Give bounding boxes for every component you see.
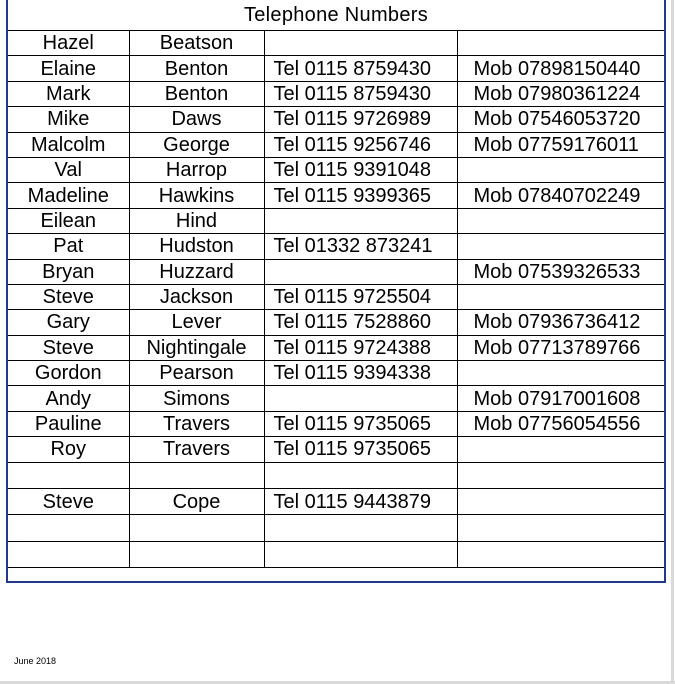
first-name-cell <box>8 541 129 568</box>
first-name-cell: Gary <box>8 310 129 335</box>
phone-table <box>8 30 664 568</box>
last-name-cell: Benton <box>129 56 264 81</box>
last-name-cell <box>129 514 264 541</box>
last-name-cell: Cope <box>129 489 264 514</box>
first-name-cell: Andy <box>8 386 129 411</box>
first-name-cell: Hazel <box>8 31 129 56</box>
first-name-cell: Madeline <box>8 183 129 208</box>
telephone-cell: Tel 01332 873241 <box>264 234 457 259</box>
table-row <box>8 411 664 436</box>
telephone-sheet <box>6 0 666 583</box>
mobile-cell <box>457 437 664 462</box>
mobile-cell: Mob 07936736412 <box>457 310 664 335</box>
first-name-cell <box>8 462 129 489</box>
telephone-cell: Tel 0115 9724388 <box>264 335 457 360</box>
telephone-cell <box>264 541 457 568</box>
mobile-cell <box>457 31 664 56</box>
mobile-cell <box>457 462 664 489</box>
first-name-cell: Elaine <box>8 56 129 81</box>
table-row <box>8 132 664 157</box>
last-name-cell: Benton <box>129 81 264 106</box>
telephone-cell <box>264 31 457 56</box>
table-row <box>8 31 664 56</box>
last-name-cell: George <box>129 132 264 157</box>
mobile-cell: Mob 07546053720 <box>457 107 664 132</box>
table-row <box>8 462 664 489</box>
last-name-cell: Beatson <box>129 31 264 56</box>
mobile-cell: Mob 07759176011 <box>457 132 664 157</box>
first-name-cell: Steve <box>8 489 129 514</box>
table-row <box>8 386 664 411</box>
table-row <box>8 234 664 259</box>
mobile-cell: Mob 07756054556 <box>457 411 664 436</box>
last-name-cell <box>129 462 264 489</box>
first-name-cell: Mark <box>8 81 129 106</box>
telephone-cell: Tel 0115 9391048 <box>264 157 457 182</box>
first-name-cell: Mike <box>8 107 129 132</box>
last-name-cell: Harrop <box>129 157 264 182</box>
telephone-cell: Tel 0115 9443879 <box>264 489 457 514</box>
last-name-cell: Lever <box>129 310 264 335</box>
mobile-cell <box>457 361 664 386</box>
first-name-cell: Pauline <box>8 411 129 436</box>
table-row <box>8 489 664 514</box>
first-name-cell: Steve <box>8 335 129 360</box>
telephone-cell <box>264 208 457 233</box>
table-row <box>8 107 664 132</box>
mobile-cell <box>457 157 664 182</box>
table-row <box>8 335 664 360</box>
last-name-cell: Huzzard <box>129 259 264 284</box>
telephone-cell: Tel 0115 9735065 <box>264 411 457 436</box>
last-name-cell: Nightingale <box>129 335 264 360</box>
first-name-cell: Val <box>8 157 129 182</box>
first-name-cell: Steve <box>8 284 129 309</box>
mobile-cell: Mob 07539326533 <box>457 259 664 284</box>
last-name-cell: Hudston <box>129 234 264 259</box>
last-name-cell: Hawkins <box>129 183 264 208</box>
page-title: Telephone Numbers <box>243 4 429 26</box>
table-row <box>8 437 664 462</box>
mobile-cell <box>457 208 664 233</box>
telephone-cell: Tel 0115 9394338 <box>264 361 457 386</box>
telephone-cell: Tel 0115 8759430 <box>264 56 457 81</box>
last-name-cell: Travers <box>129 411 264 436</box>
last-name-cell <box>129 541 264 568</box>
telephone-cell: Tel 0115 9256746 <box>264 132 457 157</box>
mobile-cell: Mob 07898150440 <box>457 56 664 81</box>
table-row <box>8 259 664 284</box>
telephone-cell: Tel 0115 9726989 <box>264 107 457 132</box>
first-name-cell: Malcolm <box>8 132 129 157</box>
page-edge-right <box>671 0 674 684</box>
mobile-cell <box>457 284 664 309</box>
table-row <box>8 56 664 81</box>
last-name-cell: Simons <box>129 386 264 411</box>
first-name-cell: Roy <box>8 437 129 462</box>
mobile-cell: Mob 07980361224 <box>457 81 664 106</box>
table-row <box>8 310 664 335</box>
last-name-cell: Hind <box>129 208 264 233</box>
table-row <box>8 284 664 309</box>
table-row <box>8 81 664 106</box>
footer-date: June 2018 <box>14 656 57 666</box>
mobile-cell <box>457 514 664 541</box>
last-name-cell: Jackson <box>129 284 264 309</box>
last-name-cell: Pearson <box>129 361 264 386</box>
telephone-cell: Tel 0115 9725504 <box>264 284 457 309</box>
mobile-cell <box>457 234 664 259</box>
mobile-cell: Mob 07917001608 <box>457 386 664 411</box>
table-row <box>8 514 664 541</box>
table-row <box>8 157 664 182</box>
telephone-cell <box>264 259 457 284</box>
first-name-cell: Pat <box>8 234 129 259</box>
telephone-cell: Tel 0115 7528860 <box>264 310 457 335</box>
telephone-cell <box>264 386 457 411</box>
first-name-cell: Bryan <box>8 259 129 284</box>
table-row <box>8 361 664 386</box>
telephone-cell: Tel 0115 8759430 <box>264 81 457 106</box>
table-row <box>8 208 664 233</box>
first-name-cell: Gordon <box>8 361 129 386</box>
last-name-cell: Daws <box>129 107 264 132</box>
telephone-cell: Tel 0115 9399365 <box>264 183 457 208</box>
mobile-cell <box>457 541 664 568</box>
last-name-cell: Travers <box>129 437 264 462</box>
table-row <box>8 183 664 208</box>
phone-table-body <box>8 31 664 568</box>
telephone-cell <box>264 462 457 489</box>
mobile-cell: Mob 07713789766 <box>457 335 664 360</box>
first-name-cell: Eilean <box>8 208 129 233</box>
table-row <box>8 541 664 568</box>
mobile-cell: Mob 07840702249 <box>457 183 664 208</box>
telephone-cell: Tel 0115 9735065 <box>264 437 457 462</box>
mobile-cell <box>457 489 664 514</box>
telephone-cell <box>264 514 457 541</box>
first-name-cell <box>8 514 129 541</box>
